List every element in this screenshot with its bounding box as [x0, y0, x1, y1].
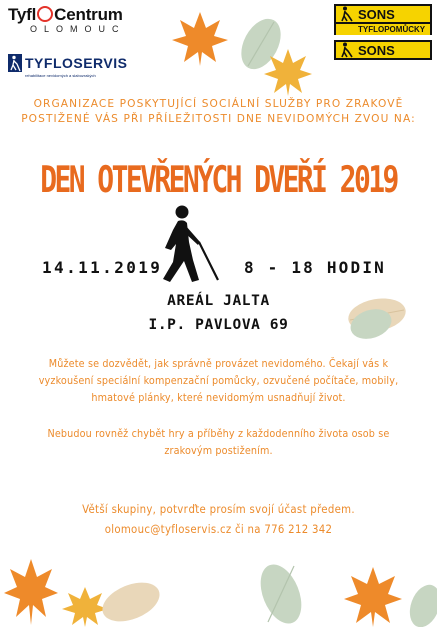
sons-logo [334, 4, 432, 60]
tan-leaf-icon [96, 572, 166, 627]
walking-person-icon [8, 54, 22, 72]
tyflocentrum-city: OLOMOUC [30, 24, 126, 34]
event-date: 14.11.2019 [42, 258, 163, 277]
ring-icon [37, 6, 53, 22]
sage-leaf-icon [405, 582, 437, 627]
person-with-cane-icon [339, 6, 355, 22]
tyflocentrum-brand-a: Tyfl [8, 5, 37, 24]
orange-maple-leaf-icon [170, 8, 230, 68]
tyfloservis-subtitle: rehabilitace nevidomých a slabozrakých [25, 73, 96, 78]
tyfloservis-name: TYFLOSERVIS [25, 55, 128, 71]
tyflocentrum-logo [8, 5, 158, 34]
sage-leaf-icon [254, 560, 308, 627]
info-paragraph-games: Nebudou rovněž chybět hry a příběhy z každodenního života osob se zrakovým postižením. [47, 427, 390, 457]
tyfloservis-logo [8, 54, 127, 78]
sons-tyflopomucky-label: TYFLOPOMŮCKY [334, 24, 432, 35]
sons-top-label: SONS [358, 6, 395, 22]
orange-maple-leaf-icon [262, 46, 314, 98]
venue-name: AREÁL JALTA [167, 293, 270, 309]
event-title: DEN OTEVŘENÝCH DVEŘÍ 2019 [40, 158, 397, 201]
info-paragraph-activities: Můžete se dozvědět, jak správně provázet nevidomého. Čekají vás k vyzkoušení speciální kompenzační pomůcky, ozvučené počítače, mobily, hmatové plánky, které nevidomým usnadňují život. [38, 357, 399, 404]
orange-maple-leaf-icon [342, 564, 404, 627]
intro-text: ORGANIZACE POSKYTUJÍCÍ SOCIÁLNÍ SLUŽBY PRO ZRAKOVĚ POSTIŽENÉ VÁS PŘI PŘÍLEŽITOSTI DNE NEVIDOMÝCH ZVOU NA: [21, 98, 416, 125]
venue-address: I.P. PAVLOVA 69 [148, 317, 289, 333]
person-with-white-cane-icon [156, 204, 234, 284]
orange-maple-leaf-icon [2, 555, 60, 627]
event-hours: 8 - 18 HODIN [244, 258, 386, 277]
sons-bottom-label: SONS [358, 42, 395, 58]
tyflocentrum-brand-b: Centrum [54, 5, 123, 24]
contact-email-phone: olomouc@tyfloservis.cz či na 776 212 342 [104, 523, 333, 536]
contact-paragraph [26, 500, 411, 540]
person-with-cane-icon [339, 42, 355, 58]
group-notice: Větší skupiny, potvrďte prosím svojí účast předem. [82, 503, 355, 516]
